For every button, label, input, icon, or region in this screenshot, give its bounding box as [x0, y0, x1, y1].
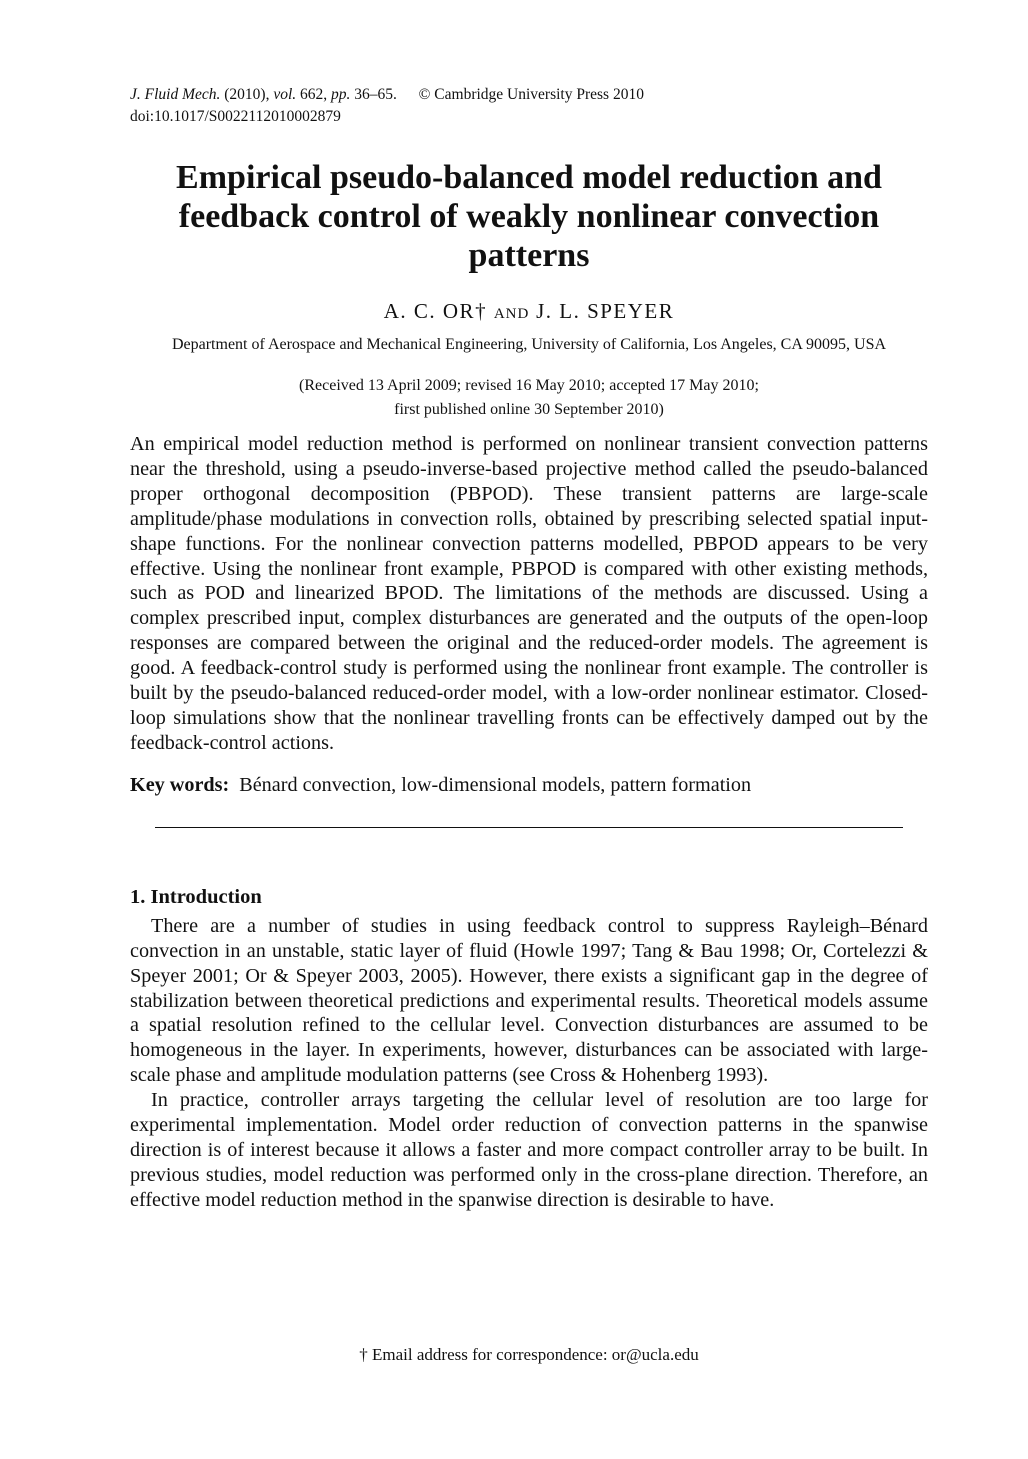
- volume-number: 662,: [300, 86, 328, 103]
- keywords: [130, 773, 928, 798]
- correspondence-footnote: † Email address for correspondence: or@ucla.edu: [359, 1345, 699, 1364]
- section-divider: [155, 827, 903, 828]
- intro-paragraph-2: In practice, controller arrays targeting the cellular level of resolution are too large for experimental implementation. Model order reduction of convection patterns in the spanwise direction is of interest because it allows a faster and more compact controller array to be built. In previous studies, model reduction was performed only in the cross-plane direction. Therefore, an effective model reduction method in the spanwise direction is desirable to have.: [130, 1089, 928, 1211]
- volume-label: vol.: [273, 86, 297, 103]
- citation-line: [130, 84, 928, 106]
- keywords-label: Key words:: [130, 773, 230, 796]
- author-second: J. L. SPEYER: [536, 299, 675, 323]
- journal-header: [130, 84, 928, 128]
- pages-label: pp.: [331, 86, 351, 103]
- journal-name: J. Fluid Mech.: [130, 86, 221, 103]
- received-line-1: (Received 13 April 2009; revised 16 May 2010; accepted 17 May 2010;: [299, 377, 759, 394]
- author-conjunction: AND: [493, 306, 530, 322]
- copyright-notice: © Cambridge University Press 2010: [418, 86, 644, 103]
- received-dates: [130, 374, 928, 422]
- affiliation: Department of Aerospace and Mechanical Engineering, University of California, Los Angeles, CA 90095, USA: [171, 336, 887, 353]
- keywords-value: Bénard convection, low-dimensional models, pattern formation: [239, 773, 752, 796]
- author-first: A. C. OR†: [383, 299, 488, 323]
- journal-year: (2010),: [224, 86, 270, 103]
- article-page: [130, 84, 928, 1213]
- author-list: [130, 298, 928, 327]
- received-line-2: first published online 30 September 2010): [394, 401, 664, 418]
- intro-paragraph-1: There are a number of studies in using feedback control to suppress Rayleigh–Bénard convection in an unstable, static layer of fluid (Howle 1997; Tang & Bau 1998; Or, Cortelezzi & Speyer 2001; Or & Speyer 2003, 2005). However, there exists a significant gap in the degree of stabilization between theoretical predictions and experimental results. Theoretical models assume a spatial resolution refined to the cellular level. Convection disturbances are assumed to be homogeneous in the layer. In experiments, however, disturbances can be associated with large-scale phase and amplitude modulation patterns (see Cross & Hohenberg 1993).: [130, 914, 928, 1087]
- section-heading: 1. Introduction: [130, 885, 262, 908]
- paper-title: Empirical pseudo-balanced model reduction and feedback control of weakly nonlinear convection patterns: [176, 159, 882, 274]
- doi-line: doi:10.1017/S0022112010002879: [130, 108, 341, 125]
- abstract: An empirical model reduction method is performed on nonlinear transient convection patterns near the threshold, using a pseudo-inverse-based projective method called the pseudo-balanced proper orthogonal decomposition (PBPOD). These transient patterns are large-scale amplitude/phase modulations in convection rolls, obtained by prescribing selected spatial input-shape functions. For the nonlinear convection patterns modelled, PBPOD appears to be very effective. Using the nonlinear front example, PBPOD is compared with other existing methods, such as POD and linearized BPOD. The limitations of the methods are discussed. Using a complex prescribed input, complex disturbances are generated and the outputs of the open-loop responses are compared between the original and the reduced-order models. The agreement is good. A feedback-control study is performed using the nonlinear front example. The controller is built by the pseudo-balanced reduced-order model, with a low-order nonlinear estimator. Closed-loop simulations show that the nonlinear travelling fronts can be effectively damped out by the feedback-control actions.: [130, 433, 928, 754]
- page-range: 36–65.: [354, 86, 397, 103]
